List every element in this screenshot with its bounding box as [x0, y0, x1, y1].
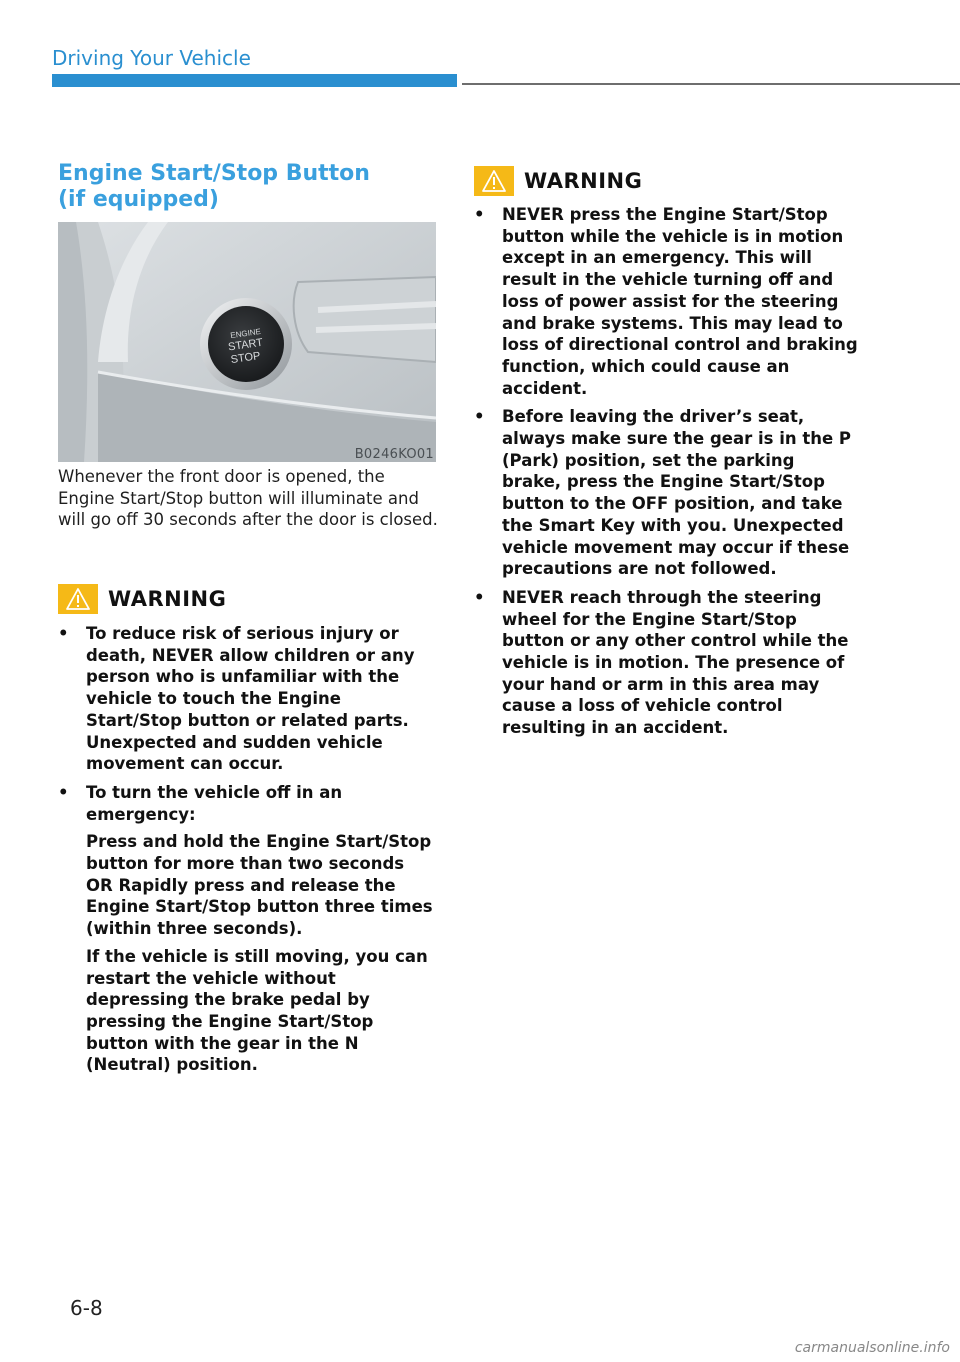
- page-number: 6-8: [70, 1296, 103, 1320]
- list-item: • To turn the vehicle off in an emergency: Press and hold the Engine Start/Stop button for more than two seconds OR Rapidly press and release the Engine Start/Stop button three times (within three seconds). If the vehicle is still moving, you can restart the vehicle without depressing the brake pedal by pressing the Engine Start/Stop button with the gear in the N (Neutral) position.: [58, 782, 433, 1075]
- warning-right-label: WARNING: [524, 169, 643, 193]
- button-text-start: START: [227, 336, 264, 354]
- button-text-stop: STOP: [230, 350, 262, 367]
- page-heading: Engine Start/Stop Button (if equipped): [58, 161, 370, 212]
- engine-button-photo: [58, 222, 436, 462]
- engine-button-illustration: [58, 222, 436, 462]
- warning-triangle-icon: [474, 166, 514, 196]
- watermark-text: carmanualsonline.info: [794, 1340, 950, 1356]
- warning-right-header: [474, 166, 642, 196]
- body-paragraph: Whenever the front door is opened, the Engine Start/Stop button will illuminate and will go off 30 seconds after the door is closed.: [58, 467, 438, 529]
- section-title: Driving Your Vehicle: [52, 46, 251, 70]
- header-accent-bar: [52, 74, 457, 87]
- header-rule: [462, 83, 960, 85]
- warning-left-label: WARNING: [108, 587, 227, 611]
- list-item: • NEVER press the Engine Start/Stop button while the vehicle is in motion except in an emergency. This will result in the vehicle turning off and loss of power assist for the steering and brake systems. This may lead to loss of directional control and braking function, which could cause an accident.: [474, 205, 858, 398]
- warning-left-list: [58, 623, 436, 1083]
- warning-triangle-icon: [58, 584, 98, 614]
- warning-right-list: [474, 204, 858, 746]
- warning-left-header: [58, 584, 226, 614]
- list-item: • To reduce risk of serious injury or death, NEVER allow children or any person who is unfamiliar with the vehicle to touch the Engine Start/Stop button or related parts. Unexpected and sudden vehicle movement can occur.: [58, 624, 415, 774]
- list-item: • Before leaving the driver’s seat, always make sure the gear is in the P (Park) position, set the parking brake, press the Engine Start/Stop button to the OFF position, and take the Smart Key with you. Unexpected vehicle movement may occur if these precautions are not followed.: [474, 407, 852, 579]
- list-item: • NEVER reach through the steering wheel for the Engine Start/Stop button or any other control while the vehicle is in motion. The presence of your hand or arm in this area may cause a loss of vehicle control resulting in an accident.: [474, 587, 849, 738]
- figure-code: B0246KO01: [354, 447, 434, 462]
- button-text-engine: ENGINE: [229, 326, 262, 341]
